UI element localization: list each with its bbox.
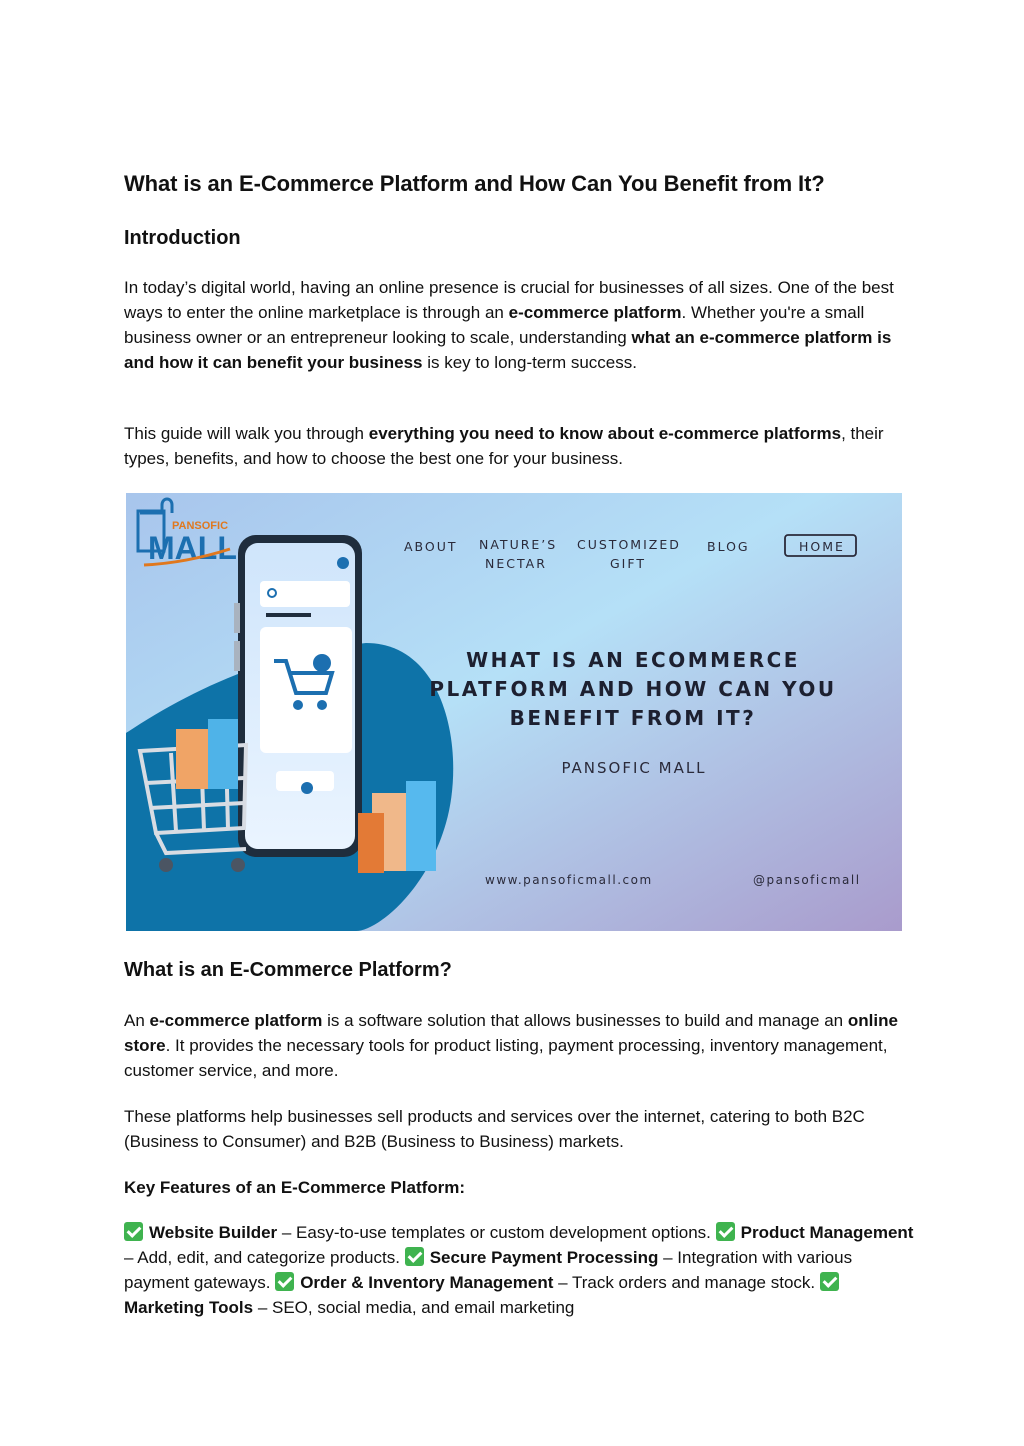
feature-name: Marketing Tools	[124, 1298, 254, 1317]
text-run: , their types, benefits, and how to choose the best one for your business.	[124, 424, 884, 468]
checkmark-icon	[124, 1222, 143, 1241]
bold-run: online store	[124, 1011, 898, 1055]
bag-orange	[176, 729, 210, 789]
nav-home: HOME	[799, 539, 845, 554]
bold-run: what an e-commerce platform is and how it can benefit your business	[124, 328, 892, 372]
headline-line-2: PLATFORM AND HOW CAN YOU	[429, 677, 837, 701]
bold-run: everything you need to know about e-commerce platforms	[368, 424, 842, 443]
text-run: An	[124, 1011, 150, 1030]
section-paragraph-2: These platforms help businesses sell products and services over the internet, catering to both B2C (Business to Consumer) and B2B (Business to Business) markets.	[124, 1107, 865, 1151]
logo-main-text: MALL	[148, 530, 237, 566]
headline-line-1: WHAT IS AN ECOMMERCE	[466, 648, 800, 672]
feature-name: Secure Payment Processing	[429, 1248, 659, 1267]
page-title: What is an E-Commerce Platform and How Can You Benefit from It?	[124, 171, 825, 196]
feature-desc: – Add, edit, and categorize products.	[124, 1248, 405, 1267]
nav-customized: CUSTOMIZED	[577, 537, 681, 552]
feature-desc: – Easy-to-use templates or custom development options.	[277, 1223, 716, 1242]
checkmark-icon	[405, 1247, 424, 1266]
nav-about: ABOUT	[404, 539, 458, 554]
bag-light-blue	[406, 781, 436, 871]
text-run: . Whether you're a small business owner or an entrepreneur looking to scale, understanding	[124, 303, 865, 347]
nav-gift: GIFT	[610, 556, 646, 571]
features-list	[124, 1220, 914, 1320]
intro-heading: Introduction	[124, 227, 241, 249]
headline-line-3: BENEFIT FROM IT?	[509, 706, 757, 730]
text-run: In today’s digital world, having an online presence is crucial for businesses of all sizes. One of the best ways to enter the online marketplace is through an	[124, 278, 894, 322]
text-run: This guide will walk you through	[124, 424, 369, 443]
bag-blue	[208, 719, 238, 789]
section-heading: What is an E-Commerce Platform?	[124, 959, 452, 981]
feature-name: Order & Inventory Management	[300, 1273, 554, 1292]
phone-illustration	[234, 535, 362, 857]
bold-run: e-commerce platform	[508, 303, 682, 322]
banner-brand: PANSOFIC MALL	[561, 759, 707, 777]
checkmark-icon	[275, 1272, 294, 1291]
features-heading: Key Features of an E-Commerce Platform:	[124, 1178, 466, 1197]
feature-name: Website Builder	[149, 1223, 278, 1242]
nav-natures: NATURE’S	[479, 537, 558, 552]
logo-top-text: PANSOFIC	[172, 520, 229, 532]
text-run: is key to long-term success.	[422, 353, 637, 372]
banner-graphic	[126, 493, 902, 931]
banner-handle: @pansoficmall	[753, 873, 861, 887]
feature-name: Product Management	[740, 1223, 914, 1242]
nav-nectar: NECTAR	[485, 556, 547, 571]
section-paragraph-1	[124, 1008, 914, 1083]
feature-desc: – SEO, social media, and email marketing	[253, 1298, 575, 1317]
text-run: . It provides the necessary tools for product listing, payment processing, inventory management, customer service, and more.	[124, 1036, 888, 1080]
intro-paragraph-1	[124, 275, 914, 375]
bag-dark-orange	[358, 813, 384, 873]
feature-desc: – Track orders and manage stock.	[553, 1273, 820, 1292]
text-run: is a software solution that allows businesses to build and manage an	[322, 1011, 848, 1030]
feature-desc: – Integration with various payment gateways.	[124, 1248, 853, 1292]
intro-paragraph-2	[124, 421, 914, 471]
banner-website: www.pansoficmall.com	[485, 873, 653, 887]
checkmark-icon	[716, 1222, 735, 1241]
nav-blog: BLOG	[707, 539, 750, 554]
bold-run: e-commerce platform	[149, 1011, 323, 1030]
checkmark-icon	[820, 1272, 839, 1291]
banner-image	[126, 493, 902, 931]
